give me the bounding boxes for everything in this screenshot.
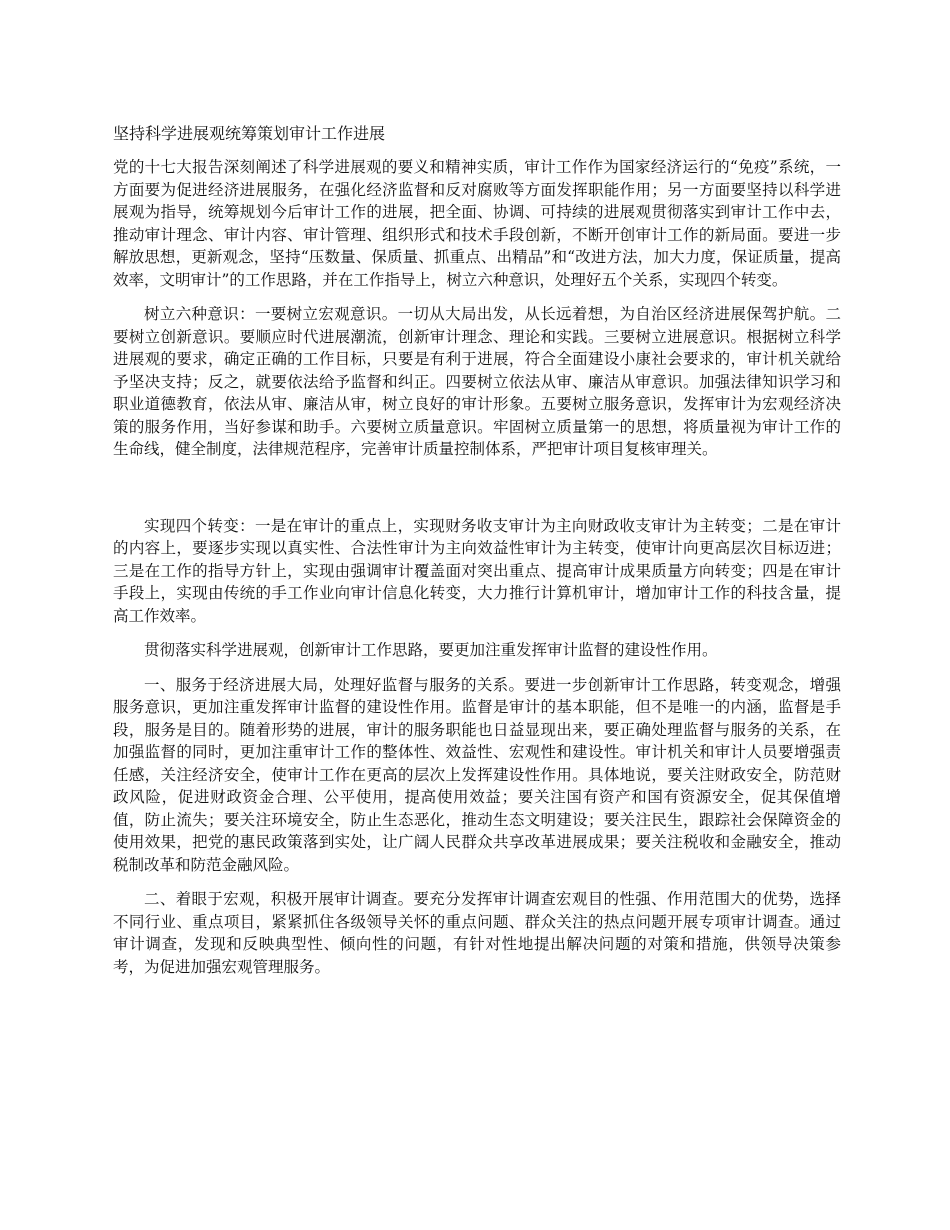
paragraph-section-two: 二、着眼于宏观，积极开展审计调查。要充分发挥审计调查宏观目的性强、作用范围大的优势，选择不同行业、重点项目，紧紧抓住各级领导关怀的重点问题、群众关注的热点问题开展专项审计调查。通过审计调查，发现和反映典型性、倾向性的问题，有针对性地提出解决问题的对策和措施，供领导决策参考，为促进加强宏观管理服务。 (113, 890, 841, 976)
paragraph-six-awareness: 树立六种意识：一要树立宏观意识。一切从大局出发，从长远着想，为自治区经济进展保驾护航。二要树立创新意识。要顺应时代进展潮流，创新审计理念、理论和实践。三要树立进展意识。根据树立科学进展观的要求，确定正确的工作目标，只要是有利于进展，符合全面建设小康社会要求的，审计机关就给予坚决支持；反之，就要依法给予监督和纠正。四要树立依法从审、廉洁从审意识。加强法律知识学习和职业道德教育，依法从审、廉洁从审，树立良好的审计形象。五要树立服务意识，发挥审计为宏观经济决策的服务作用，当好参谋和助手。六要树立质量意识。牢固树立质量第一的思想，将质量视为审计工作的生命线，健全制度，法律规范程序，完善审计质量控制体系，严把审计项目复核审理关。 (113, 305, 841, 458)
paragraph-four-transformations: 实现四个转变：一是在审计的重点上，实现财务收支审计为主向财政收支审计为主转变；二是在审计的内容上，要逐步实现以真实性、合法性审计为主向效益性审计为主转变，使审计向更高层次目标迈进；三是在工作的指导方针上，实现由强调审计覆盖面对突出重点、提高审计成果质量方向转变；四是在审计手段上，实现由传统的手工作业向审计信息化转变，大力推行计算机审计，增加审计工作的科技含量，提高工作效率。 (113, 516, 841, 625)
paragraph-gap (113, 473, 841, 515)
document-page (113, 122, 841, 990)
paragraph-section-one: 一、服务于经济进展大局，处理好监督与服务的关系。要进一步创新审计工作思路，转变观念，增强服务意识，更加注重发挥审计监督的建设性作用。监督是审计的基本职能，但不是唯一的内涵，监督是手段，服务是目的。随着形势的进展，审计的服务职能也日益显现出来，要正确处理监督与服务的关系，在加强监督的同时，更加注重审计工作的整体性、效益性、宏观性和建设性。审计机关和审计人员要增强责任感，关注经济安全，使审计工作在更高的层次上发挥建设性作用。具体地说，要关注财政安全，防范财政风险，促进财政资金合理、公平使用，提高使用效益；要关注国有资产和国有资源安全，促其保值增值，防止流失；要关注环境安全，防止生态恶化，推动生态文明建设；要关注民生，跟踪社会保障资金的使用效果，把党的惠民政策落到实处，让广阔人民群众共享改革进展成果；要关注税收和金融安全，推动税制改革和防范金融风险。 (113, 675, 841, 874)
paragraph-intro: 党的十七大报告深刻阐述了科学进展观的要义和精神实质，审计工作作为国家经济运行的“免疫”系统，一方面要为促进经济进展服务，在强化经济监督和反对腐败等方面发挥职能作用；另一方面要坚持以科学进展观为指导，统筹规划今后审计工作的进展，把全面、协调、可持续的进展观贯彻落实到审计工作中去，推动审计理念、审计内容、审计管理、组织形式和技术手段创新，不断开创审计工作的新局面。要进一步解放思想，更新观念，坚持“压数量、保质量、抓重点、出精品”和“改进方法，加大力度，保证质量，提高效率，文明审计”的工作思路，并在工作指导上，树立六种意识，处理好五个关系，实现四个转变。 (113, 158, 841, 289)
document-title: 坚持科学进展观统筹策划审计工作进展 (113, 124, 386, 143)
paragraph-implementation: 贯彻落实科学进展观，创新审计工作思路，要更加注重发挥审计监督的建设性作用。 (144, 641, 718, 659)
